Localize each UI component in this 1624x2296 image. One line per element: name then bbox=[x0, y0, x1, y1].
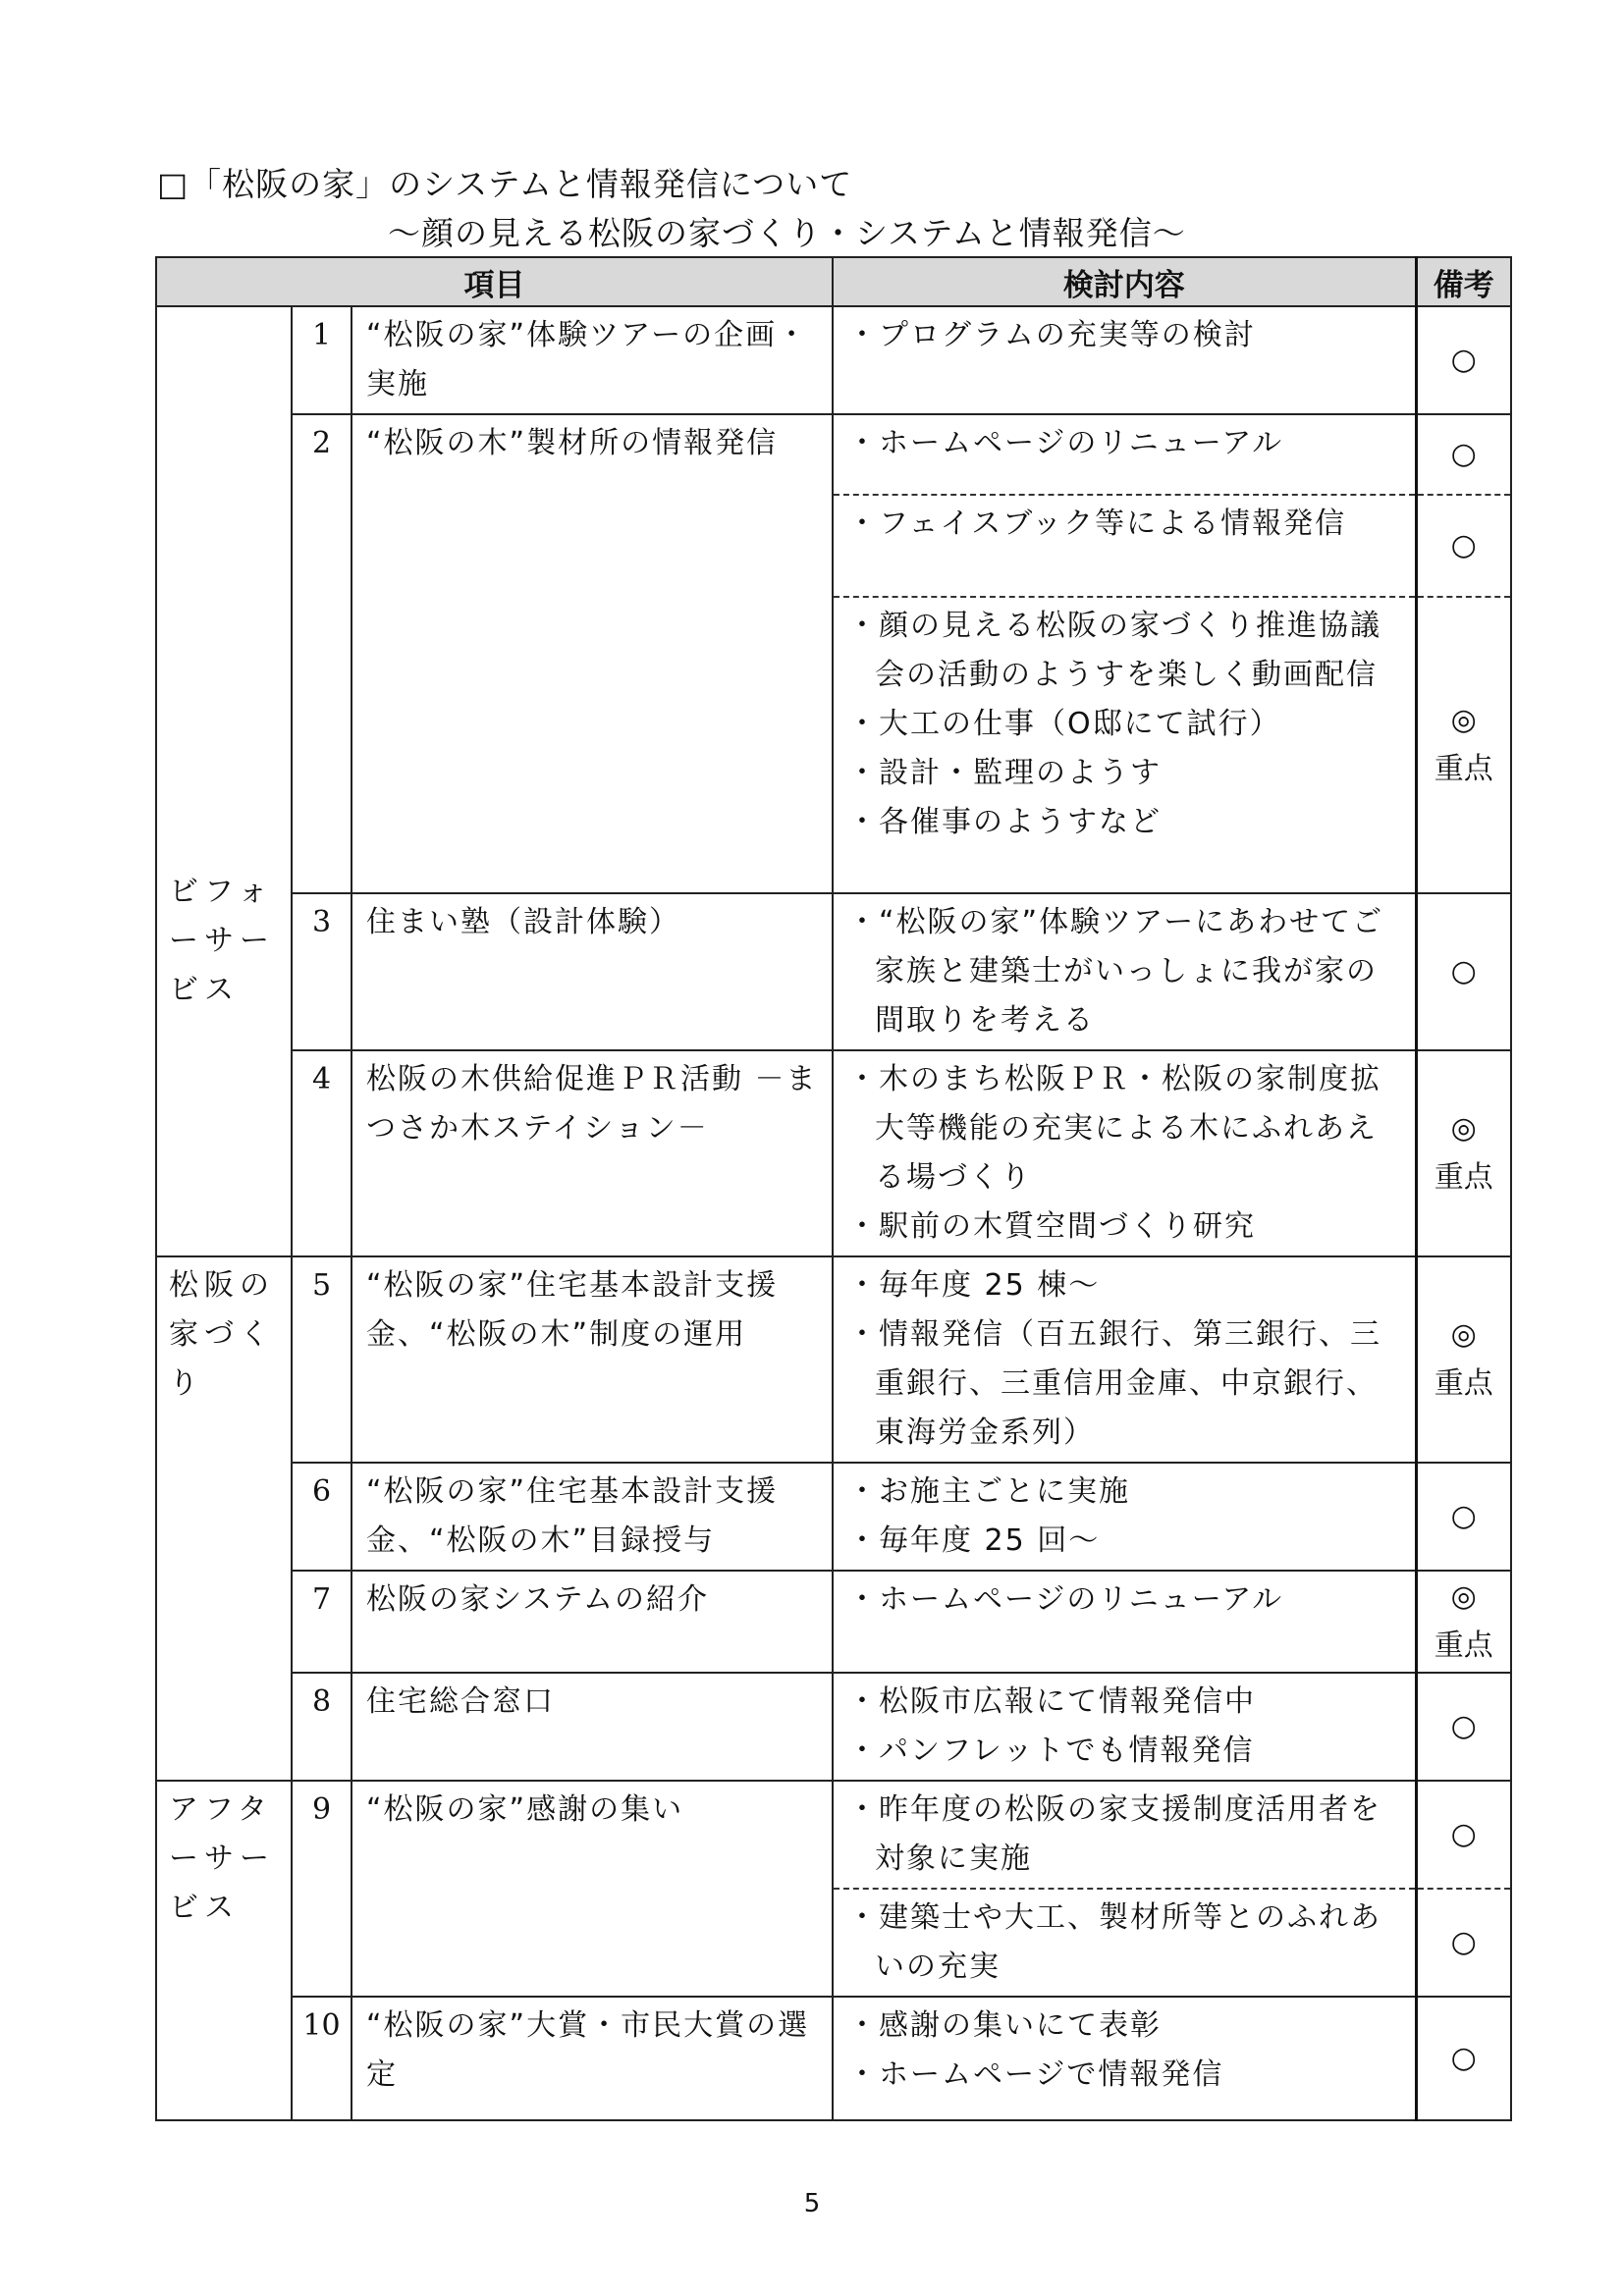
header-detail: 検討内容 bbox=[833, 257, 1416, 306]
row-note: ○ bbox=[1416, 414, 1511, 495]
category-making: 松阪の家づくり bbox=[156, 1256, 292, 1781]
row-note: ○ bbox=[1416, 1463, 1511, 1571]
row-item: “松阪の家”体験ツアーの企画・実施 bbox=[352, 306, 833, 414]
row-number: 9 bbox=[292, 1781, 352, 1997]
table-row bbox=[156, 414, 1511, 495]
page-title: □「松阪の家」のシステムと情報発信について bbox=[157, 165, 853, 203]
header-note: 備考 bbox=[1416, 257, 1511, 306]
row-note: ○ bbox=[1416, 1673, 1511, 1781]
row-number: 6 bbox=[292, 1463, 352, 1571]
row-note: ○ bbox=[1416, 893, 1511, 1050]
row-item: “松阪の家”住宅基本設計支援金、“松阪の木”制度の運用 bbox=[352, 1256, 833, 1463]
table-row bbox=[156, 1256, 1511, 1463]
row-item: “松阪の家”大賞・市民大賞の選定 bbox=[352, 1997, 833, 2120]
row-detail: ・プログラムの充実等の検討 bbox=[833, 306, 1416, 414]
row-note: ○ bbox=[1416, 495, 1511, 597]
table-row bbox=[156, 1463, 1511, 1571]
category-after: アフターサービス bbox=[156, 1781, 292, 2120]
row-number: 5 bbox=[292, 1256, 352, 1463]
row-note: ○ bbox=[1416, 1997, 1511, 2120]
header-item: 項目 bbox=[156, 257, 833, 306]
row-item: 住まい塾（設計体験） bbox=[352, 893, 833, 1050]
table-row bbox=[156, 1673, 1511, 1781]
row-detail: ・昨年度の松阪の家支援制度活用者を対象に実施 bbox=[833, 1781, 1416, 1889]
page-number: 5 bbox=[803, 2189, 821, 2218]
row-number: 8 bbox=[292, 1673, 352, 1781]
row-note: ○ bbox=[1416, 1889, 1511, 1997]
table-row bbox=[156, 1781, 1511, 1889]
row-number: 10 bbox=[292, 1997, 352, 2120]
row-detail: ・感謝の集いにて表彰 ・ホームページで情報発信 bbox=[833, 1997, 1416, 2120]
table-row bbox=[156, 1997, 1511, 2120]
row-detail: ・建築士や大工、製材所等とのふれあいの充実 bbox=[833, 1889, 1416, 1997]
row-note: ◎ 重点 bbox=[1416, 1050, 1511, 1256]
table-row bbox=[156, 1571, 1511, 1673]
table-row bbox=[156, 306, 1511, 414]
row-note: ◎ 重点 bbox=[1416, 1571, 1511, 1673]
row-item: 松阪の家システムの紹介 bbox=[352, 1571, 833, 1673]
row-number: 4 bbox=[292, 1050, 352, 1256]
row-item: “松阪の木”製材所の情報発信 bbox=[352, 414, 833, 893]
row-number: 7 bbox=[292, 1571, 352, 1673]
row-note: ◎ 重点 bbox=[1416, 1256, 1511, 1463]
table-header-row bbox=[156, 257, 1511, 306]
table-row bbox=[156, 893, 1511, 1050]
row-detail: ・お施主ごとに実施 ・毎年度 25 回～ bbox=[833, 1463, 1416, 1571]
row-item: 松阪の木供給促進ＰＲ活動 －まつさか木ステイション－ bbox=[352, 1050, 833, 1256]
row-item: “松阪の家”住宅基本設計支援金、“松阪の木”目録授与 bbox=[352, 1463, 833, 1571]
row-detail: ・松阪市広報にて情報発信中 ・パンフレットでも情報発信 bbox=[833, 1673, 1416, 1781]
row-item: 住宅総合窓口 bbox=[352, 1673, 833, 1781]
row-detail: ・毎年度 25 棟～ ・情報発信（百五銀行、第三銀行、三重銀行、三重信用金庫、中京銀行、東海労金系列） bbox=[833, 1256, 1416, 1463]
row-detail: ・フェイスブック等による情報発信 bbox=[833, 495, 1416, 597]
row-number: 2 bbox=[292, 414, 352, 893]
row-number: 3 bbox=[292, 893, 352, 1050]
row-note: ○ bbox=[1416, 1781, 1511, 1889]
row-note: ○ bbox=[1416, 306, 1511, 414]
service-table bbox=[155, 256, 1512, 2121]
category-before: ビフォーサービス bbox=[156, 306, 292, 1256]
row-detail: ・木のまち松阪ＰＲ・松阪の家制度拡大等機能の充実による木にふれあえる場づくり ・駅前の木質空間づくり研究 bbox=[833, 1050, 1416, 1256]
row-detail: ・ホームページのリニューアル bbox=[833, 1571, 1416, 1673]
row-note: ◎ 重点 bbox=[1416, 597, 1511, 893]
row-detail: ・ホームページのリニューアル bbox=[833, 414, 1416, 495]
row-item: “松阪の家”感謝の集い bbox=[352, 1781, 833, 1997]
row-detail: ・“松阪の家”体験ツアーにあわせてご家族と建築士がいっしょに我が家の間取りを考える bbox=[833, 893, 1416, 1050]
row-number: 1 bbox=[292, 306, 352, 414]
table-row bbox=[156, 1050, 1511, 1256]
page-subtitle: ～顔の見える松阪の家づくり・システムと情報発信～ bbox=[388, 214, 1186, 252]
row-detail: ・顔の見える松阪の家づくり推進協議会の活動のようすを楽しく動画配信 ・大工の仕事（O邸にて試行） ・設計・監理のようす ・各催事のようすなど bbox=[833, 597, 1416, 893]
